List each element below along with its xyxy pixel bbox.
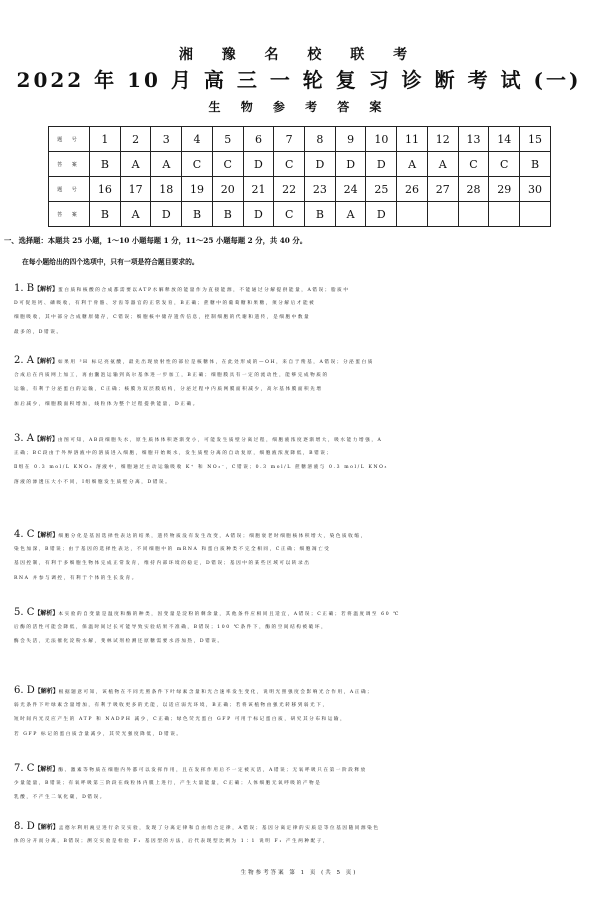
question-number: 7 [274,127,305,152]
question-explanation [14,820,584,849]
question-number: 4 [182,127,213,152]
answer-letter: D [366,202,397,227]
question-number: 26 [397,177,428,202]
answer-letter [427,202,458,227]
answer-letter: B [90,152,121,177]
row-label: 答 案 [49,202,90,227]
answer-letter: C [182,152,213,177]
explanation-text: 体的分开而分离，B错误；测交实验是检验 F₁ 基因型的方法，后代表现型比例为 1∶1 说明 F₁ 产生两种配子， [14,838,330,844]
explanation-tag: 【解析】 [33,436,58,443]
answer-letter: A [120,152,151,177]
explanation-text: D可促进钙、磷吸收，有利于骨骼、牙齿等器官的正常发育，B正确；蔗糖中的葡萄糖和果糖，须分解后才能被 [14,300,316,306]
question-number: 29 [489,177,520,202]
answer-letter: B [520,152,551,177]
answer-letter: B [212,202,243,227]
question-number-answer: 1. B [14,283,35,294]
question-number: 23 [305,177,336,202]
question-number: 15 [520,127,551,152]
question-explanation [14,354,584,412]
explanation-line [14,713,584,728]
explanation-text: 蛋白质和核酸的合成都需要以ATP水解释放的能量作为直接能源，不能通过分解提供能量，A错误；脂质中 [58,288,350,293]
answer-table-row [49,152,551,177]
question-explanation [14,528,584,586]
explanation-text: 加后减少，细胞膜面积增加，线粒体为整个过程提供能量，D正确。 [14,401,199,407]
explanation-text: 运输，有利于分泌蛋白的运输，C正确；核膜为双层膜结构，分泌过程中内质网膜面积减少，高尔基体膜面积先增 [14,387,323,393]
answer-table-row [49,177,551,202]
explanation-line [14,383,584,398]
question-explanation [14,282,584,340]
explanation-line [14,684,584,699]
question-number: 11 [397,127,428,152]
answer-table [48,126,551,227]
explanation-line [14,432,584,447]
explanation-line [14,572,584,587]
explanation-line [14,528,584,543]
question-number: 28 [458,177,489,202]
question-number: 21 [243,177,274,202]
row-label: 题 号 [49,177,90,202]
question-explanation [14,432,584,490]
explanation-line [14,297,584,312]
explanation-line [14,728,584,743]
answer-letter: D [335,152,366,177]
explanation-line [14,820,584,835]
explanation-line [14,354,584,369]
question-number: 5 [212,127,243,152]
exam-union-title: 湘 豫 名 校 联 考 [178,47,420,63]
answer-letter: D [151,202,182,227]
answer-letter: D [305,152,336,177]
explanation-line [14,762,584,777]
explanation-text: 酶、激素等物质在细胞内外都可以发挥作用，且在发挥作用后不一定被灭活，A错误；无氧呼吸只在第一阶段释放 [58,768,367,773]
question-number: 3 [151,127,182,152]
explanation-line [14,326,584,341]
explanation-text: 短时间内光反应产生的 ATP 和 NADPH 减少，C正确；绿色荧光蛋白 GFP 可用于标记蛋白质，研究其分布和运输， [14,717,347,723]
question-number: 25 [366,177,397,202]
explanation-text: 正确；BC段由于外界溶液中的溶质进入细胞，细胞开始吸水，发生质壁分离的自动复原，细胞液浓度降低，B错误； [14,450,333,456]
answer-letter [489,202,520,227]
question-number: 14 [489,127,520,152]
question-number-answer: 7. C [14,763,35,774]
answer-letter: D [366,152,397,177]
answer-letter: A [151,152,182,177]
explanation-text: 本实验的自变量是温度和酶的种类，因变量是淀粉的剩余量，其他条件应相同且适宜，A错误；C正确；若将温度调至 60 ℃ [58,612,401,617]
explanation-text: 若 GFP 标记的蛋白质含量减少，其荧光强度降低，D错误。 [14,731,183,737]
question-number: 17 [120,177,151,202]
answer-letter: A [397,152,428,177]
explanation-text: 细胞吸收，其中部分合成糖原储存，C错误；细胞核中储存遗传信息，控制细胞的代谢和遗传，是细胞中数量 [14,315,311,321]
question-number: 24 [335,177,366,202]
explanation-line [14,557,584,572]
question-number: 6 [243,127,274,152]
explanation-line [14,369,584,384]
explanation-tag: 【解析】 [34,688,59,695]
explanation-text: 少量能量，B错误；有氧呼吸第三阶段在线粒体内膜上进行，产生大量能量，C正确；人体细胞无氧呼吸的产物是 [14,780,322,786]
answer-letter: C [274,152,305,177]
explanation-text: 酶会失活，无法催化淀粉水解，斐林试剂检测还原糖需要水浴加热，D错误。 [14,639,224,645]
question-number: 18 [151,177,182,202]
explanation-text: 后酶的活性可能会降低，保温时间过长可能导致实验结果不准确，B错误；100 ℃条件下，酶的空间结构被破坏， [14,624,328,630]
page-footer: 生物参考答案 第 1 页 (共 5 页) [240,870,358,876]
question-number-answer: 5. C [14,607,35,618]
explanation-line [14,650,584,665]
exam-title: 2022 年 10 月 高 三 一 轮 复 习 诊 断 考 试 (一) [16,68,582,92]
explanation-text: 如果用 ³H 标记亮氨酸，最先出现放射性的部位是核糖体，在此处形成的—OH，来自于羧基，A错误；分泌蛋白质 [57,360,374,365]
question-number-answer: 2. A [14,355,34,366]
question-explanation [14,684,584,742]
explanation-text: 最多的，D错误。 [14,329,63,335]
explanation-text: 孟德尔利用豌豆进行杂交实验，发现了分离定律和自由组合定律，A错误；基因分离定律的实质是等位基因随同源染色 [58,826,380,831]
question-number-answer: 4. C [14,529,35,540]
answer-table-row [49,202,551,227]
explanation-tag: 【解析】 [34,286,59,293]
question-number: 19 [182,177,213,202]
answer-letter: A [335,202,366,227]
question-number: 16 [90,177,121,202]
question-number: 30 [520,177,551,202]
explanation-tag: 【解析】 [34,532,59,539]
answer-letter: B [182,202,213,227]
explanation-line [14,835,584,850]
question-number: 12 [427,127,458,152]
explanation-line [14,282,584,297]
answer-letter [520,202,551,227]
explanation-text: 溶液的渗透压大小不同，Ⅰ组细胞发生质壁分离，D错误。 [14,479,172,485]
answer-table-row [49,127,551,152]
question-number-answer: 6. D [14,685,35,696]
question-number: 10 [366,127,397,152]
answer-letter: D [243,152,274,177]
question-number-answer: 8. D [14,821,35,832]
question-number-answer: 3. A [14,433,34,444]
explanation-line [14,777,584,792]
explanation-text: RNA 并参与调控，有利于个体的生长发育。 [14,575,138,581]
section-subheading: 在每小题给出的四个选项中，只有一项是符合题目要求的。 [22,258,199,266]
answer-letter: C [274,202,305,227]
answer-letter: B [90,202,121,227]
explanation-line [14,543,584,558]
explanation-line [14,621,584,636]
explanation-line [14,447,584,462]
explanation-text: 合成后在内质网上加工，再由囊泡运输到高尔基体进一步加工，B正确；细胞膜具有一定的流动性，能够完成物质的 [14,372,329,378]
explanation-text: 根据题意可知，该植物在不同光照条件下叶绿素含量和光合速率发生变化，说明光照强度会影响光合作用，A正确； [58,690,374,695]
explanation-line [14,476,584,491]
explanation-text: 弱光条件下叶绿素含量增加，有利于吸收更多的光能，以适应弱光环境，B正确；若将该植物由强光转移到弱光下， [14,702,329,708]
answer-letter: C [458,152,489,177]
answer-letter: D [243,202,274,227]
explanation-tag: 【解析】 [34,610,59,617]
explanation-line [14,311,584,326]
question-number: 13 [458,127,489,152]
answer-letter: B [305,202,336,227]
row-label: 题 号 [49,127,90,152]
explanation-line [14,461,584,476]
answer-letter [397,202,428,227]
question-number: 8 [305,127,336,152]
question-number: 1 [90,127,121,152]
explanation-line [14,791,584,806]
answer-letter [458,202,489,227]
explanation-text: 乳酸，不产生二氧化碳，D错误。 [14,795,106,801]
question-explanation [14,762,584,806]
question-explanation [14,606,584,664]
explanation-line [14,606,584,621]
explanation-tag: 【解析】 [33,358,58,365]
explanation-text: 细胞分化是基因选择性表达的结果，遗传物质没有发生改变，A错误；细胞衰老时细胞核体积增大，染色质收缩， [58,534,367,539]
question-number: 2 [120,127,151,152]
explanation-tag: 【解析】 [34,824,59,831]
explanation-text: 由图可知，AB段细胞失水，原生质体体积逐渐变小，可能发生质壁分离过程，细胞液浓度逐渐增大，吸水能力增强，A [57,438,383,443]
explanation-line [14,635,584,650]
answer-letter: A [120,202,151,227]
answer-letter: C [212,152,243,177]
answer-letter: A [427,152,458,177]
row-label: 答 案 [49,152,90,177]
explanation-line [14,699,584,714]
question-number: 27 [427,177,458,202]
explanation-text: 基因控制，有利于多细胞生物体完成正常发育，维持内部环境的稳定，D错误；基因中的某些区域可以转录出 [14,561,311,567]
explanation-text: 染色加深，B错误；由于基因的选择性表达，不同细胞中的 mRNA 和蛋白质种类不完全相同，C正确；细胞凋亡受 [14,546,331,552]
question-number: 20 [212,177,243,202]
question-number: 9 [335,127,366,152]
question-number: 22 [274,177,305,202]
answer-key-title: 生 物 参 考 答 案 [208,100,390,114]
explanation-line [14,398,584,413]
explanation-text: Ⅱ组在 0.3 mol/L KNO₃ 溶液中，细胞通过主动运输吸收 K⁺ 和 NO₃⁻，C错误；0.3 mol/L 蔗糖溶液与 0.3 mol/L KNO₃ [14,465,388,471]
section-heading: 一、选择题：本题共 25 小题，1～10 小题每题 1 分，11～25 小题每题 2 分，共 40 分。 [4,236,308,245]
answer-letter: C [489,152,520,177]
explanation-tag: 【解析】 [34,766,59,773]
